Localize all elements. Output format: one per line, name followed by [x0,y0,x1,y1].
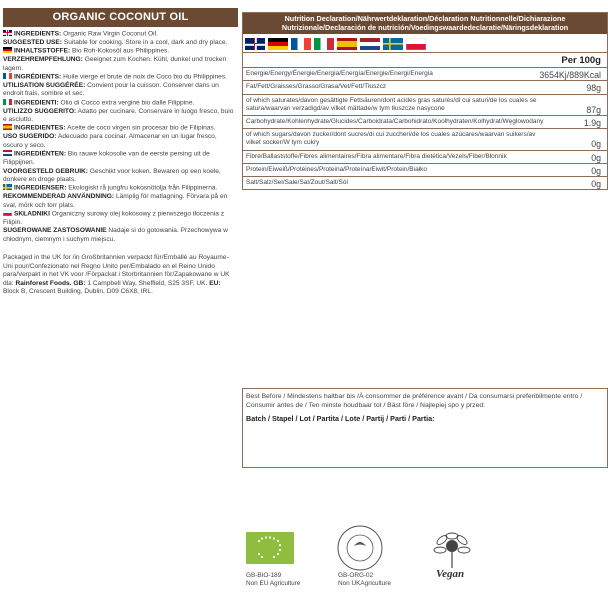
flag-it-icon [3,99,12,105]
packaging-info [3,254,238,297]
entry-text: Organic Raw Virgin Coconut Oil. [63,30,158,38]
ingredient-entry [3,82,238,99]
entry-heading: SUGGESTED USE: [3,38,62,46]
entry-heading: INGREDIENTS: [14,30,62,38]
best-before-box [242,388,608,468]
company-name: Rainforest Foods. [15,279,72,287]
nutrition-row [243,151,607,164]
flag-nl-icon [360,38,380,50]
flag-nl-icon [3,150,12,156]
ingredient-entry [3,184,238,193]
flag-pl-icon [406,38,426,50]
soil-association-caption [338,572,391,588]
entry-heading: VERZEHREMPFEHLUNG: [3,56,83,64]
nutrition-table [242,12,608,190]
ingredients-list [3,30,238,244]
nutrition-row [243,68,607,81]
eu-organic-code: GB-BIO-189 [246,572,282,579]
nutrient-value: 3654Kj/889Kcal [539,70,601,81]
eu-organic-note: Non EU Agriculture [246,580,301,587]
ingredient-entry [3,56,238,73]
per-100g-label: Per 100g [561,55,601,67]
product-title: ORGANIC COCONUT OIL [3,8,238,27]
entry-heading: SUGEROWANE ZASTOSOWANIE [3,227,107,235]
nutrient-value: 1.9g [583,118,601,128]
entry-heading: UTILISATION SUGGÉRÉE: [3,81,86,89]
left-column [3,8,238,297]
nutrient-label: of which saturates/davon gesättigte Fettsäuren/dont acides gras saturés/di cui saturi/de los cuales se satura/waarvan verzadigd/av vilket mättade/w tym tłuszcze nasycone [246,96,537,112]
nutrient-label: Salt/Salz/Sel/Sale/Sal/Zout/Salt/Sól [246,179,348,187]
eu-label: EU: [209,279,221,287]
flag-se-icon [3,184,12,190]
ingredient-entry [3,47,238,56]
entry-text: Geschikt voor koken. Bewaren op een koele, donkere en droge plaats. [3,167,221,183]
nutrient-value: 87g [586,104,601,115]
nutrition-rows [243,68,607,189]
gb-address: 1 Campbell Way, Sheffield, S25 3SF, UK. [87,279,208,287]
flag-es-icon [3,124,12,130]
ingredient-entry [3,73,238,82]
nutrient-value: 0g [591,139,601,150]
eu-organic-caption [246,572,300,588]
flag-de-icon [268,38,288,50]
nutrient-label: Protein/Eiweiß/Protéines/Proteina/Proteína/Eiwit/Protein/Białko [246,165,428,173]
entry-heading: INGREDIENSER: [14,184,67,192]
batch-text: Batch / Stapel / Lot / Partita / Lote / Partij / Parti / Partia: [246,414,435,424]
entry-heading: UTILIZZO SUGGERITO: [3,107,77,115]
entry-text: Huile vierge et brute de noix de Coco bio du Philippines. [63,73,227,81]
nutrient-label: Fibre/Ballaststoffe/Fibres alimentaires/Fibra alimentare/Fibra dietética/Vezels/Fiber/Błonnik [246,152,507,160]
nutrient-label: Energie/Energy/Énergie/Energia/Energía/Energie/Energi/Energia [246,70,433,78]
entry-heading: REKOMMENDERAD ANVÄNDNING: [3,193,115,201]
flag-es-icon [337,38,357,50]
entry-text: Convient pour la cuisson. Conserver dans un endroit frais, sombre et sec. [3,81,219,98]
flag-pl-icon [3,210,12,216]
ingredient-entry [3,108,238,125]
ingredient-entry [3,39,238,47]
flag-fr-icon [291,38,311,50]
entry-text: Lämplig för matlagning. Förvara på en sval, mörk och torr plats. [3,193,228,209]
ingredient-entry [3,150,238,167]
per-100g-row [243,53,607,68]
entry-text: Ekologiskt rå jungfru kokosnötolja från Filippinerna. [68,184,218,192]
entry-heading: INGREDIËNTEN: [14,150,67,158]
nutrition-heading: Nutrition Declaration/Nährwertdeklaration/Déclaration Nutritionnelle/Dichiarazione Nutrizionale/Declaración de nutrición/Voedingswaardedeclaratie/Näringsdeklaration [243,13,607,34]
entry-text: Geeignet zum Kochen. Kühl, dunkel und trocken lagern. [3,56,227,72]
ingredient-entry [3,210,238,227]
flag-fr-icon [3,73,12,79]
entry-text: Adatto per cucinare. Conservare in luogo fresco, buio e asciutto. [3,107,234,124]
entry-text: Aceite de coco virgen sin procesar bio de Filipinas. [67,124,216,132]
entry-heading: INGREDIENTES: [14,124,66,132]
entry-text: Olio di Cocco extra vergine bio dalle Filippine. [60,99,195,107]
nutrient-value: 98g [586,83,601,94]
entry-heading: SKŁADNIKI [14,210,50,218]
entry-text: Bio Roh-Kokosöl aus Philippines. [72,47,170,55]
ingredient-entry [3,227,238,244]
flag-uk-icon [3,30,12,36]
ingredient-entry [3,99,238,108]
nutrition-row [243,95,607,116]
entry-heading: INGRÉDIENTS: [14,73,62,81]
eu-address: Block B, Crescent Building, Dublin, D09 C6X8, IRL. [3,288,153,296]
nutrition-flag-row [243,34,607,53]
flag-it-icon [314,38,334,50]
entry-heading: VOORGESTELD GEBRUIK: [3,167,88,175]
nutrient-label: Fat/Fett/Graisses/Grasso/Grasa/Vet/Fett/Tłuszcz [246,83,387,91]
entry-text: Bio rauwe kokosolie van de eerste persing uit de Filippijnen. [3,150,210,167]
nutrient-label: Carbohydrate/Kohlenhydrate/Glucides/Carboidrata/Carbohidrato/Koolhydraten/Kolhydrat/Węglowodany [246,118,544,125]
nutrient-value: 0g [591,152,601,163]
nutrition-row [243,129,607,150]
nutrition-row [243,116,607,129]
entry-text: Organiczny surowy olej kokosowy z pierwszego tłoczenia z Filipin. [3,210,224,226]
soil-association-note: Non UKAgriculture [338,580,391,587]
ingredient-entry [3,133,238,150]
entry-heading: USO SUGERIDO: [3,133,57,141]
entry-heading: INHALTSSTOFFE: [14,47,71,55]
vegan-word: Vegan [436,568,465,580]
best-before-text: Best Before / Mindestens haltbar bis /À consommer de préférence avant / Da consumarsi preferibilmente entro / Consumir antes de / Ten minste houdbaar tot / Bäst före / Najlepiej spo y przed: [246,393,583,409]
nutrition-row [243,81,607,94]
nutrient-label: of which sugars/davon zucker/dont sucres/di cui zuccheri/de los cuales azúcares/waarvan suikers/av vilket socker/W tym cukry [246,131,536,147]
ingredient-entry [3,124,238,133]
packaging-text: Packaged in the UK for /in Großbritannien verpackt für/Emballé au Royaume-Uni pour/Confezionato nel Regno Unito per/Embalado en el Reino Unido para/Verpakt in het VK voor /Förpackat i Storbritannien för/Zapakowane w UK dla: [3,254,230,287]
nutrient-value: 0g [591,179,601,190]
entry-text: Suitable for cooking. Store in a cool, dark and dry place. [63,38,228,46]
gb-label: GB: [73,279,86,287]
nutrition-row [243,177,607,189]
soil-association-icon [336,524,384,572]
flag-se-icon [383,38,403,50]
entry-heading: INGREDIENTI: [14,99,59,107]
soil-association-code: GB-ORG-02 [338,572,374,579]
entry-text: Adecuado para cocinar. Almacenar en un lugar fresco, oscuro y seco. [3,133,217,149]
entry-text: Nadaje si do gotowania. Przechowywa w chłodnym, ciemnym i suchym miejscu. [3,227,228,243]
nutrient-value: 0g [591,165,601,176]
flag-de-icon [3,47,12,53]
ingredient-entry [3,168,238,185]
ingredient-entry [3,193,238,210]
nutrition-row [243,164,607,177]
ingredient-entry [3,30,238,39]
flag-uk-icon [245,38,265,50]
